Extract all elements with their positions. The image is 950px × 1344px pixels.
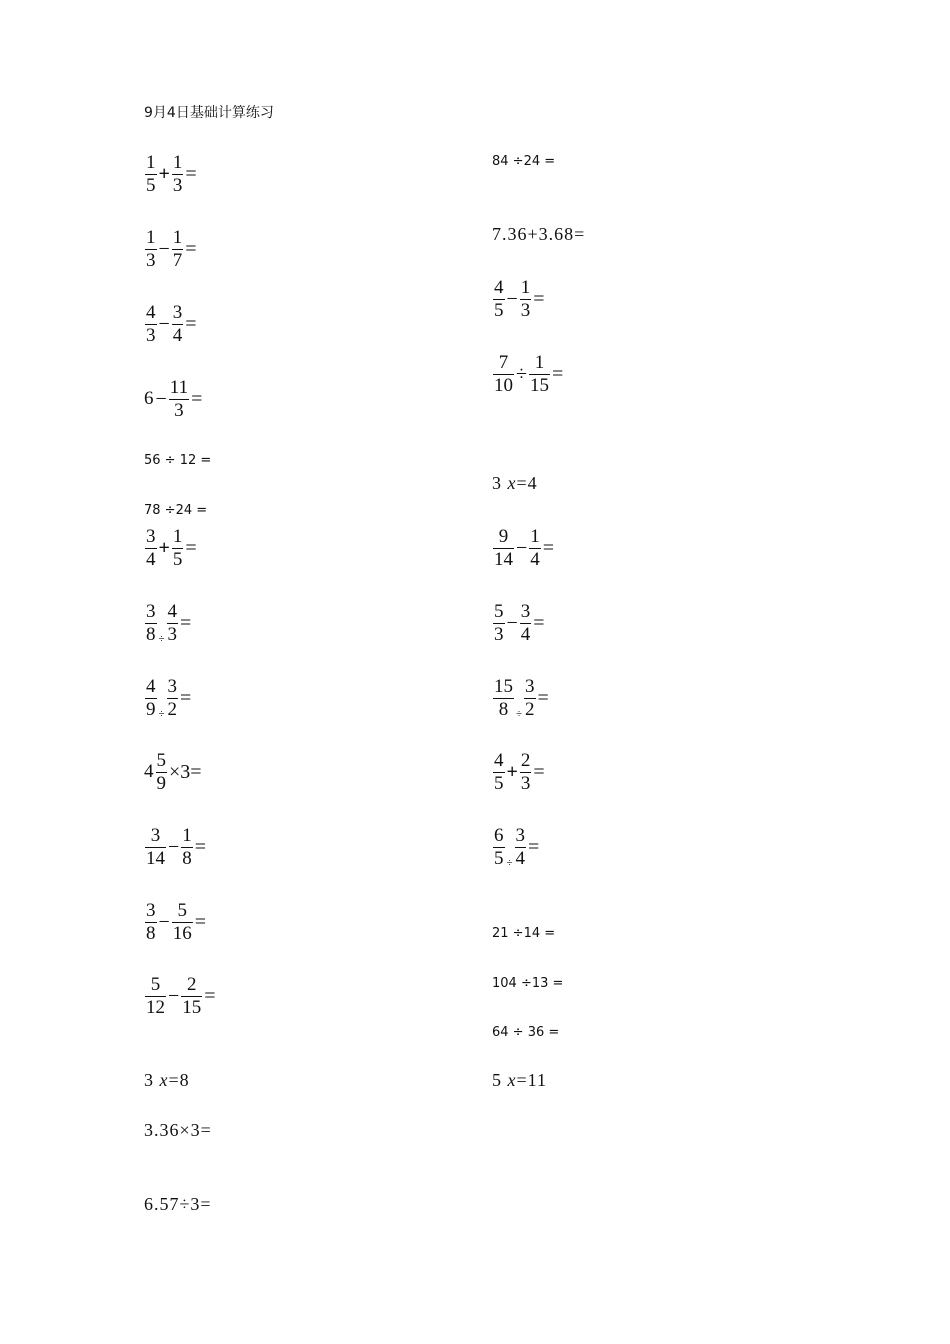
- problem-left-7: [144, 522, 198, 574]
- division-sign: ÷: [158, 633, 165, 645]
- fraction-a: $\frac{3}{4}$: [146, 525, 156, 570]
- fraction-b: $\frac{3}{4}$: [172, 301, 183, 346]
- fraction-b: $\frac{5}{16}$: [172, 899, 192, 944]
- problem-left-14: [144, 1070, 190, 1091]
- problem-right-4: [492, 348, 564, 400]
- fraction-b: $\frac{3}{2}$: [525, 675, 535, 720]
- operator: −: [155, 388, 167, 410]
- operator: −: [516, 537, 528, 559]
- operator: +: [158, 163, 170, 185]
- operator: −: [506, 288, 518, 310]
- problem-right-3: [492, 273, 546, 325]
- fraction-a: $\frac{5}{12}$: [146, 973, 165, 1018]
- fraction-a: $\frac{15}{8}$: [494, 675, 513, 720]
- problem-left-8: [144, 597, 192, 649]
- variable-x: x: [507, 1070, 517, 1090]
- fraction-b: $\frac{1}{7}$: [172, 226, 183, 271]
- problem-left-11: [144, 821, 207, 873]
- equals-sign: =: [533, 288, 545, 310]
- problem-right-13: 64 ÷ 36 =: [492, 1025, 560, 1040]
- problem-right-6: [492, 522, 555, 574]
- problem-left-2: [144, 223, 198, 275]
- problem-right-11: 21 ÷14 =: [492, 926, 556, 941]
- fraction-a: $\frac{4}{3}$: [146, 301, 156, 346]
- problem-right-8: [492, 672, 550, 724]
- operator: +: [158, 537, 170, 559]
- operator: −: [168, 985, 180, 1007]
- fraction-b: $\frac{4}{3}$: [167, 600, 178, 645]
- problem-left-5: 56 ÷ 12 =: [144, 453, 212, 468]
- operator: −: [506, 612, 518, 634]
- problem-left-6: 78 ÷24 =: [144, 503, 208, 518]
- equals-sign: =: [533, 612, 545, 634]
- equals-sign: =: [185, 238, 197, 260]
- division-sign: ÷: [158, 708, 165, 720]
- operator: −: [168, 836, 180, 858]
- problem-right-10: [492, 821, 540, 873]
- coefficient: 5: [492, 1070, 502, 1090]
- problem-right-1: 84 ÷24 =: [492, 154, 556, 169]
- fraction-b: $\frac{3}{2}$: [167, 675, 178, 720]
- fraction-a: $\frac{9}{14}$: [494, 525, 513, 570]
- multiply-expression: ×3=: [169, 761, 202, 783]
- equals-sign: =: [194, 911, 207, 933]
- equals-sign: =: [533, 761, 545, 783]
- fraction-b: $\frac{1}{15}$: [529, 351, 549, 396]
- fraction-b: $\frac{11}{3}$: [169, 376, 189, 421]
- equals-sign: =: [185, 537, 197, 559]
- fraction-a: $\frac{7}{10}$: [494, 351, 513, 396]
- equals-sign: =: [528, 836, 540, 858]
- fraction-a: $\frac{3}{8}$: [146, 600, 156, 645]
- fraction-b: $\frac{3}{4}$: [515, 824, 526, 869]
- fraction-a: $\frac{1}{5}$: [146, 151, 156, 196]
- problem-left-1: [144, 148, 198, 200]
- fraction-a: $\frac{1}{3}$: [146, 226, 156, 271]
- equation-rhs: =8: [168, 1070, 190, 1090]
- fraction-a: $\frac{5}{3}$: [494, 600, 504, 645]
- operator: −: [158, 238, 170, 260]
- fraction-b: $\frac{2}{15}$: [182, 973, 202, 1018]
- problem-right-2: 7.36+3.68=: [492, 224, 586, 244]
- fraction-a: $\frac{6}{5}$: [494, 824, 504, 869]
- fraction-a: $\frac{4}{5}$: [494, 749, 504, 794]
- equals-sign: =: [180, 612, 192, 634]
- problem-right-14: [492, 1070, 547, 1091]
- variable-x: x: [507, 473, 517, 493]
- problem-left-4: [144, 373, 203, 425]
- equals-sign: =: [204, 985, 216, 1007]
- operator: −: [158, 313, 170, 335]
- operator: ÷: [516, 363, 527, 385]
- problem-left-3: [144, 298, 198, 350]
- whole-number: 4: [144, 761, 154, 782]
- fraction-a: $\frac{4}{5}$: [494, 276, 504, 321]
- equation-rhs: =4: [516, 473, 538, 493]
- problem-right-7: [492, 597, 546, 649]
- fraction-b: $\frac{1}{8}$: [182, 824, 192, 869]
- equation-rhs: =11: [516, 1070, 547, 1090]
- equals-sign: =: [194, 836, 207, 858]
- equals-sign: =: [542, 537, 555, 559]
- equals-sign: =: [537, 687, 549, 709]
- fraction-b: $\frac{1}{3}$: [172, 151, 183, 196]
- problem-left-15: 3.36×3=: [144, 1120, 212, 1140]
- problem-left-16: 6.57÷3=: [144, 1194, 212, 1214]
- operator: +: [506, 761, 518, 783]
- problem-right-5: [492, 473, 538, 494]
- problem-left-10: [144, 746, 203, 798]
- problem-left-9: [144, 672, 192, 724]
- fraction-b: $\frac{1}{3}$: [520, 276, 531, 321]
- division-sign: ÷: [516, 708, 523, 720]
- page-title: 9月4日基础计算练习: [144, 105, 274, 121]
- equals-sign: =: [185, 163, 197, 185]
- equals-sign: =: [180, 687, 192, 709]
- coefficient: 3: [492, 473, 502, 493]
- fraction-a: $\frac{5}{9}$: [156, 749, 166, 794]
- equals-sign: =: [551, 363, 564, 385]
- coefficient: 3: [144, 1070, 154, 1090]
- problem-left-13: [144, 970, 217, 1022]
- problem-left-12: [144, 896, 207, 948]
- problem-right-12: 104 ÷13 =: [492, 976, 564, 991]
- equals-sign: =: [185, 313, 197, 335]
- fraction-b: $\frac{3}{4}$: [520, 600, 531, 645]
- whole-number: 6: [144, 388, 154, 409]
- problem-right-9: [492, 746, 546, 798]
- fraction-a: $\frac{3}{8}$: [146, 899, 156, 944]
- fraction-a: $\frac{4}{9}$: [146, 675, 156, 720]
- variable-x: x: [159, 1070, 169, 1090]
- fraction-b: $\frac{1}{4}$: [530, 525, 540, 570]
- fraction-b: $\frac{2}{3}$: [520, 749, 531, 794]
- equals-sign: =: [191, 388, 203, 410]
- operator: −: [158, 911, 170, 933]
- division-sign: ÷: [506, 857, 513, 869]
- fraction-a: $\frac{3}{14}$: [146, 824, 165, 869]
- fraction-b: $\frac{1}{5}$: [172, 525, 183, 570]
